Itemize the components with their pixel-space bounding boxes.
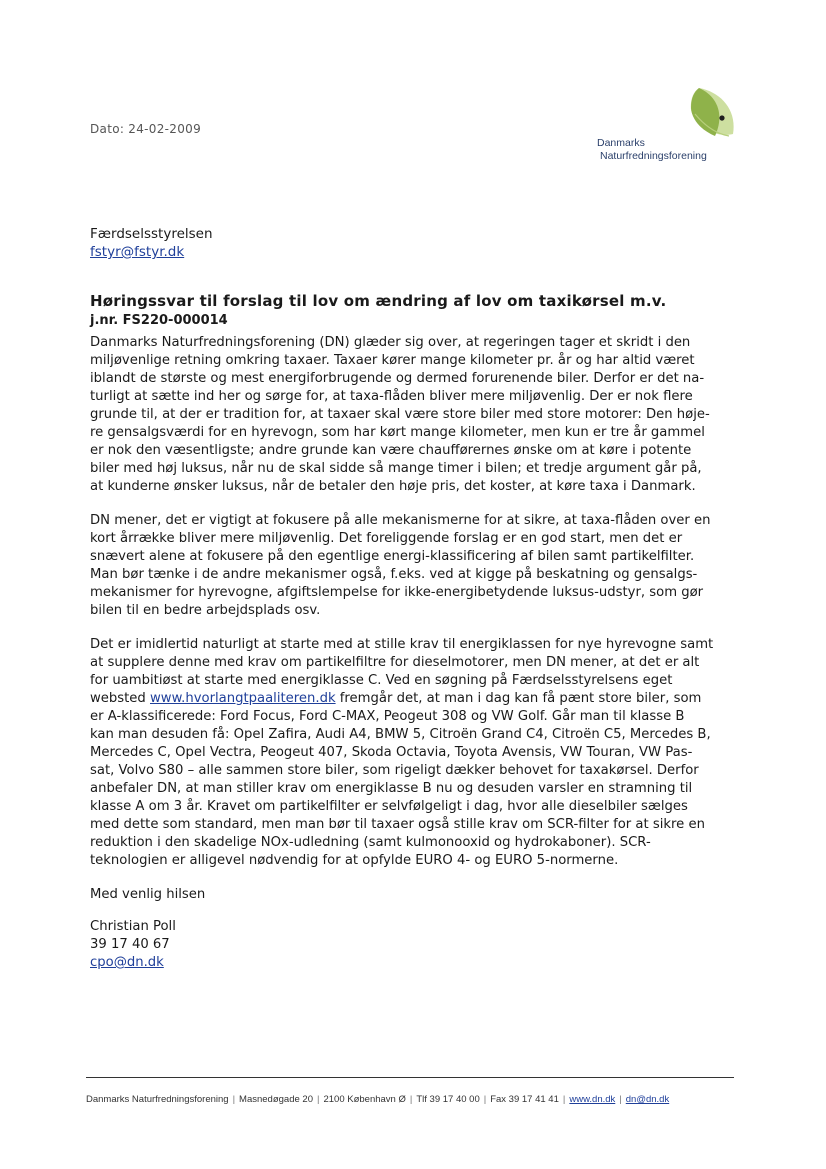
closing-greeting: Med venlig hilsen	[90, 887, 206, 902]
letter-date: Dato: 24-02-2009	[90, 122, 202, 136]
signatory-email-link[interactable]: cpo@dn.dk	[90, 955, 164, 970]
footer-email-link[interactable]: dn@dn.dk	[625, 1094, 670, 1105]
footer-org: Danmarks Naturfredningsforening	[86, 1094, 229, 1105]
text-line: Mercedes C, Opel Vectra, Peogeut 407, Skoda Octavia, Toyota Avensis, VW Touran, VW Pas-	[90, 745, 693, 760]
footer-address: Masnedøgade 20	[239, 1094, 313, 1105]
text-line: DN mener, det er vigtigt at fokusere på alle mekanismerne for at sikre, at taxa-flåden over en	[90, 513, 711, 528]
text-line: Danmarks Naturfredningsforening (DN) glæder sig over, at regeringen tager et skridt i den	[90, 335, 691, 350]
recipient-name: Færdselsstyrelsen	[90, 226, 213, 242]
letter-subject: Høringssvar til forslag til lov om ændring af lov om taxikørsel m.v.	[90, 292, 667, 310]
text-line: klasse A om 3 år. Kravet om partikelfilter er selvfølgeligt i dag, hvor alle dieselbiler sælges	[90, 799, 688, 814]
letter-body	[90, 334, 730, 972]
leaf-logo-icon	[687, 84, 739, 142]
text-line: snævert alene at fokusere på den egentlige energi-klassificering af bilen samt partikelfilter.	[90, 549, 695, 564]
text-line: re gensalgsværdi for en hyrevogn, som har kørt mange kilometer, men kun er tre år gammel	[90, 425, 705, 440]
text-line: sat, Volvo S80 – alle sammen store biler, som rigeligt dækker behovet for taxakørsel. Derfor	[90, 763, 699, 778]
link-suffix: fremgår det, at man i dag kan få pænt store biler, som	[335, 691, 702, 706]
reference-number: j.nr. FS220-000014	[90, 313, 228, 328]
closing-block	[90, 886, 730, 972]
text-line: med dette som standard, men man bør til taxaer også stille krav om SCR-filter for at sikre en	[90, 817, 705, 832]
footer-city: 2100 København Ø	[323, 1094, 406, 1105]
logo-text-line1: Danmarks	[597, 137, 645, 149]
signatory-name: Christian Poll	[90, 919, 176, 934]
recipient-block	[90, 225, 213, 261]
website-link[interactable]: www.hvorlangtpaaliteren.dk	[150, 691, 336, 706]
paragraph-2	[90, 512, 730, 620]
text-line: er A-klassificerede: Ford Focus, Ford C-MAX, Peogeut 308 og VW Golf. Går man til klasse B	[90, 709, 685, 724]
text-line: mekanismer for hyrevogne, afgiftslempelse for ikke-energibetydende luksus-udstyr, som gør	[90, 585, 704, 600]
text-line: reduktion i den skadelige NOx-udledning (samt kulmonooxid og hydrokaboner). SCR-	[90, 835, 651, 850]
footer-phone: Tlf 39 17 40 00	[416, 1094, 480, 1105]
text-line: Det er imidlertid naturligt at starte med at stille krav til energiklassen for nye hyrevogne samt	[90, 637, 714, 652]
text-line: at kunderne ønsker luksus, når de betaler den høje pris, det koster, at køre taxa i Danmark.	[90, 479, 696, 494]
text-line: er nok den væsentligste; andre grunde kan være chaufførernes ønske om at køre i potente	[90, 443, 692, 458]
text-line-with-link	[90, 690, 730, 708]
text-line: iblandt de største og mest energiforbrugende og dermed forurenende biler. Derfor er det na-	[90, 371, 705, 386]
text-line: biler med høj luksus, når nu de skal sidde så mange timer i bilen; et tredje argument går på,	[90, 461, 702, 476]
text-line: grunde til, at der er tradition for, at taxaer skal være store biler med store motorer: Den høje-	[90, 407, 710, 422]
logo-text-line2: Naturfredningsforening	[600, 150, 707, 162]
footer: Danmarks Naturfredningsforening | Masnedøgade 20 | 2100 København Ø | Tlf 39 17 40 00 | Fax 39 17 41 41 | www.dn.dk | dn@dn.dk	[86, 1094, 670, 1105]
footer-fax: Fax 39 17 41 41	[490, 1094, 559, 1105]
recipient-email-link[interactable]: fstyr@fstyr.dk	[90, 244, 185, 260]
signatory-phone: 39 17 40 67	[90, 937, 170, 952]
footer-web-link[interactable]: www.dn.dk	[569, 1094, 616, 1105]
paragraph-1	[90, 334, 730, 496]
text-line: at supplere denne med krav om partikelfiltre for dieselmotorer, men DN mener, at det er alt	[90, 655, 700, 670]
text-line: bilen til en bedre arbejdsplads osv.	[90, 603, 321, 618]
text-line: turligt at sætte ind her og sørge for, at taxa-flåden bliver mere miljøvenlig. Der er nok flere	[90, 389, 693, 404]
link-prefix: websted	[90, 691, 150, 706]
organization-logo	[597, 84, 747, 166]
text-line: kort årrække bliver mere miljøvenlig. Det foreliggende forslag er en god start, men det er	[90, 531, 683, 546]
paragraph-3	[90, 636, 730, 870]
text-line: Man bør tænke i de andre mekanismer også, f.eks. ved at kigge på beskatning og gensalgs-	[90, 567, 698, 582]
text-line: miljøvenlige retning omkring taxaer. Taxaer kører mange kilometer pr. år og har altid været	[90, 353, 695, 368]
text-line: anbefaler DN, at man stiller krav om energiklasse B nu og desuden varsler en stramning til	[90, 781, 693, 796]
text-line: teknologien er alligevel nødvendig for at opfylde EURO 4- og EURO 5-normerne.	[90, 853, 619, 868]
text-line: for uambitiøst at starte med energiklasse C. Ved en søgning på Færdselsstyrelsens eget	[90, 673, 673, 688]
text-line: kan man desuden få: Opel Zafira, Audi A4, BMW 5, Citroën Grand C4, Citroën C5, Mercedes B,	[90, 727, 711, 742]
footer-divider	[86, 1077, 734, 1078]
